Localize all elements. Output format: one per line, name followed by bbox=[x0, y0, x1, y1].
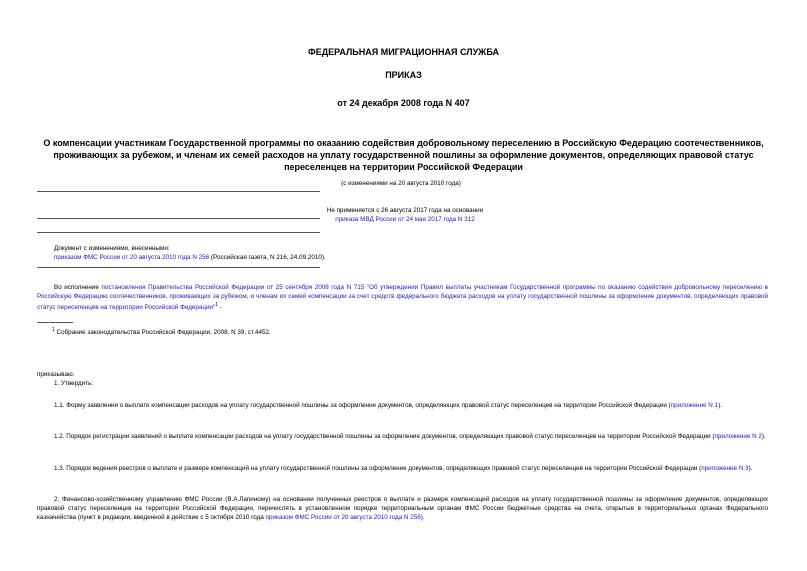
footnote-divider bbox=[37, 322, 73, 323]
government-resolution-link[interactable]: постановления Правительства Российской Федерации от 25 сентября 2008 года N 715 "Об утверждении Правил выплаты участникам Государственной программы по оказанию содействия добровольному переселению в Российскую Федерацию соотечественников, проживающих за рубежом, и членам их семей компенсации за счет средств федерального бюджета расходов на уплату государственной пошлины за оформление документов, определяющих правовой статус переселенцев на территории Российской Федерации" bbox=[37, 284, 768, 312]
publication-source: (Российская газета, N 216, 24.09.2010). bbox=[209, 254, 326, 261]
item-1-3-closing: ). bbox=[748, 465, 753, 472]
order-word: приказываю: bbox=[37, 371, 75, 378]
item-1-3 bbox=[37, 464, 768, 473]
title-line-1: О компенсации участникам Государственной программы по оказанию содействия добровольному переселению в Российскую Федерацию соотечественников, bbox=[43, 138, 764, 148]
item-2-closing: ). bbox=[420, 514, 425, 521]
divider bbox=[37, 232, 320, 233]
appendix-2-link[interactable]: приложение N 2 bbox=[714, 433, 762, 440]
divider bbox=[37, 267, 320, 268]
status-note bbox=[300, 206, 510, 224]
item-1-2 bbox=[37, 432, 768, 441]
item-2-text: 2. Финансово-хозяйственному управлению ФМС России (В.А.Лапиному) на основании полученных реестров о выплате и размере компенсаций расходов на уплату государственной пошлины за оформление документов, определяющих правовой статус переселенцев на территории Российской Федерации, перечислять в установленном порядке территориальным органам ФМС России бюджетные средства на счета, открытые в территориальных органах Федерального казначейства (пункт в редакции, введенной в действие с 5 октября 2010 года bbox=[37, 496, 768, 521]
item-1-1 bbox=[37, 401, 768, 410]
item-1-3-text: 1.3. Порядок ведения реестров о выплате и размере компенсаций на уплату государственной пошлины за оформление документов, определяющих правовой статус переселенцев на территории Российской Федерации ( bbox=[54, 465, 702, 472]
agency-name: ФЕДЕРАЛЬНАЯ МИГРАЦИОННАЯ СЛУЖБА bbox=[308, 47, 499, 57]
item-1-2-text: 1.2. Порядок регистрации заявлений о выплате компенсации расходов на уплату государственной пошлины за оформление документов, определяющих правовой статус переселенцев на территории Российской Федерации ( bbox=[54, 433, 715, 440]
footnote-text: Собрание законодательства Российской Федерации, 2008, N 39, ст.4452. bbox=[54, 329, 271, 337]
divider bbox=[37, 191, 320, 192]
title-line-2: проживающих за рубежом, и членам их семей расходов на уплату государственной пошлины за оформление документов, определяющих правовой статус bbox=[53, 150, 754, 160]
footnote bbox=[52, 326, 552, 337]
preamble-paragraph bbox=[37, 283, 768, 312]
document-date-number: от 24 декабря 2008 года N 407 bbox=[337, 98, 470, 108]
item-2 bbox=[37, 495, 768, 522]
item-1-2-closing: ). bbox=[761, 433, 766, 440]
amending-order-link[interactable]: приказом ФМС России от 20 августа 2010 года N 256 bbox=[54, 254, 210, 261]
document-type: ПРИКАЗ bbox=[385, 70, 422, 80]
repeal-order-link[interactable]: приказа МВД России от 24 мая 2017 года N 312 bbox=[335, 216, 475, 223]
status-line: Не применяется с 26 августа 2017 года на основании bbox=[326, 207, 484, 214]
appendix-1-link[interactable]: приложение N 1 bbox=[670, 402, 719, 409]
preamble-prefix: Во исполнение bbox=[54, 284, 102, 291]
title-line-3: переселенцев на территории Российской Федерации bbox=[284, 162, 523, 172]
changes-label: Документ с изменениями, внесенными: bbox=[54, 245, 170, 252]
divider bbox=[37, 218, 320, 219]
item-1-1-closing: ). bbox=[718, 402, 722, 409]
item-2-amending-order-link[interactable]: приказом ФМС России от 20 августа 2010 года N 256 bbox=[265, 514, 421, 521]
preamble-suffix: - bbox=[218, 304, 222, 312]
document-title bbox=[0, 137, 807, 173]
amendment-note: (с изменениями на 20 августа 2010 года) bbox=[341, 180, 461, 187]
footnote-number: 1 bbox=[52, 327, 55, 333]
changes-reference bbox=[54, 253, 554, 262]
item-1-1-text: 1.1. Форму заявления о выплате компенсации расходов на уплату государственной пошлины за оформление документов, определяющих правовой статус переселенцев на территории Российской Федерации ( bbox=[54, 402, 671, 409]
footnote-marker: 1 bbox=[215, 302, 219, 308]
approve-heading: 1. Утвердить: bbox=[54, 380, 94, 387]
appendix-3-link[interactable]: приложение N 3 bbox=[701, 465, 749, 472]
